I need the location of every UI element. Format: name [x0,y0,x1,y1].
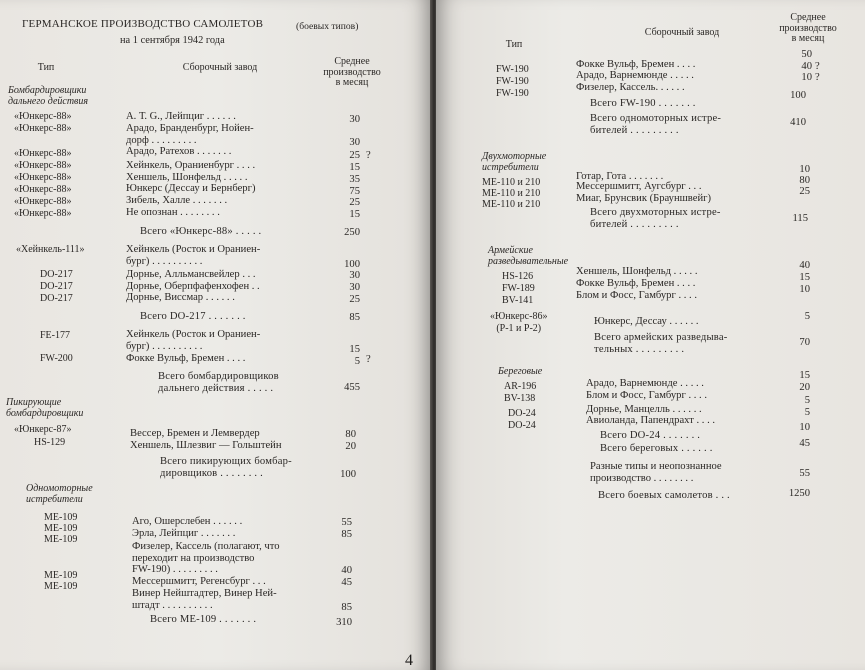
plant-cell: Хеншель, Шонфельд . . . . . [576,266,698,277]
type-cell: BV-138 [504,393,536,404]
value-cell: 45 [341,577,352,588]
plant-cell: Хейнкель, Ораниенбург . . . . [126,160,256,171]
value-cell: 30 [349,270,360,281]
misc-label: Разные типы и неопознанное производство . . . . . . . . [590,461,722,484]
plant-cell: Не опознан . . . . . . . . [126,207,220,218]
plant-cell: Аго, Ошерслебен . . . . . . [132,516,243,527]
value-cell: 40 [341,565,352,576]
type-cell: «Юнкерс-88» [14,196,72,207]
uncertain-mark: ? [366,150,371,161]
value-cell: 55 [341,517,352,528]
plant-cell: Авиоланда, Папендрахт . . . . [586,415,716,426]
value-cell: 25 [349,150,360,161]
plant-cell: Блом и Фосс, Гамбург . . . . [576,290,698,301]
value-cell: 40 [801,61,812,72]
value-cell: 5 [354,356,360,367]
plant-cell: Юнкерс, Дессау . . . . . . [594,316,699,327]
plant-cell: А. Т. G., Лейпциг . . . . . . [126,111,236,122]
uncertain-mark: ? [366,354,371,365]
plant-cell: Готар, Гота . . . . . . . [576,171,664,182]
type-cell: DO-217 [40,281,73,292]
plant-cell: Хейнкель (Росток и Ораниен- бург) . . . . . . . . . . [126,244,261,267]
total-label: Всего двухмоторных истре- бителей . . . . . . . . . [590,207,721,230]
type-cell: FW-200 [40,353,73,364]
value-cell: 30 [349,137,360,148]
type-cell: DO-24 [508,420,536,431]
total-value: 310 [336,617,352,628]
plant-cell: Арадо, Ратехов . . . . . . . [126,146,232,157]
grand-total-value: 1250 [788,488,810,499]
value-cell: 15 [349,209,360,220]
type-cell: FW-189 [502,283,535,294]
plant-cell: Хеншель, Шонфельд . . . . . [126,172,248,183]
total-label: Всего армейских разведыва- тельных . . . . . . . . . [594,332,728,355]
total-label: Всего FW-190 . . . . . . . [590,98,696,109]
value-cell: 30 [349,282,360,293]
type-cell: FW-190 [496,64,529,75]
value-cell: 5 [804,395,810,406]
header-plant: Сборочный завод [182,62,258,73]
total-label: Всего DO-24 . . . . . . . [600,430,701,441]
plant-cell: Дорнье, Виссмар . . . . . . [126,292,235,303]
type-cell: «Юнкерс-88» [14,208,72,219]
value-cell: 10 [799,284,810,295]
type-cell: «Юнкерс-88» [14,148,72,159]
table-subtitle: на 1 сентября 1942 года [120,35,225,46]
value-cell: 25 [349,197,360,208]
total-value: 100 [790,90,806,101]
value-cell: 15 [349,162,360,173]
value-cell: 5 [804,311,810,322]
type-cell: ME-109 [44,534,78,545]
total-value: 410 [790,117,806,128]
plant-cell: Арадо, Варнемюнде . . . . . [586,378,704,389]
type-cell: «Юнкерс-88» [14,111,72,122]
section-army-recon: Армейские разведывательные [488,245,569,267]
uncertain-mark: ? [815,61,820,72]
section-single-fighters: Одномоторные истребители [26,483,93,505]
value-cell: 10 [799,422,810,433]
type-cell: «Юнкерс-88» [14,172,72,183]
total-label: Всего ME-109 . . . . . . . [150,614,257,625]
total-label: Всего бомбардировщиков дальнего действия . . . . . [158,371,279,394]
plant-cell: Хейнкель (Росток и Ораниен- бург) . . . . . . . . . . [126,329,261,352]
total-value: 70 [799,337,810,348]
value-cell: 15 [799,272,810,283]
header-type: Тип [37,62,55,73]
value-cell: 10 [801,72,812,83]
plant-cell: Дорнье, Оберпфафенхофен . . [126,281,260,292]
plant-cell: Зибель, Халле . . . . . . . [126,195,228,206]
total-value: 455 [344,382,360,393]
total-value: 85 [349,312,360,323]
table-title: ГЕРМАНСКОЕ ПРОИЗВОДСТВО САМОЛЕТОВ [22,18,264,30]
plant-cell: Дорнье, Манцелль . . . . . . [586,404,702,415]
type-cell: «Юнкерс-88» [14,160,72,171]
type-cell: BV-141 [502,295,534,306]
total-label: Всего пикирующих бомбар- дировщиков . . . . . . . . [160,456,292,479]
plant-cell: Мессершмитт, Регенсбург . . . [132,576,266,587]
type-cell: FW-190 [496,76,529,87]
plant-cell: Арадо, Варнемюнде . . . . . [576,70,694,81]
plant-cell: Физелер, Кассель (полагают, что переходит на производство FW-190) . . . . . . . . . [132,541,280,576]
value-cell: 30 [349,114,360,125]
header-type: Тип [505,39,523,50]
value-cell: 50 [801,49,812,60]
left-page [0,0,432,670]
page-number: 4 [405,652,413,669]
plant-cell: Фокке Вульф, Бремен . . . . [126,353,246,364]
total-label: Всего одномоторных истре- бителей . . . . . . . . . [590,113,722,136]
total-label: Всего береговых . . . . . . [600,443,713,454]
total-value: 100 [340,469,356,480]
type-cell: DO-217 [40,269,73,280]
type-cell: AR-196 [504,381,537,392]
value-cell: 75 [349,186,360,197]
type-cell: HS-129 [34,437,66,448]
value-cell: 80 [345,429,356,440]
value-cell: 20 [799,382,810,393]
value-cell: 15 [799,370,810,381]
value-cell: 10 [799,164,810,175]
plant-cell: Фокке Вульф, Бремен . . . . [576,278,696,289]
type-cell: ME-110 и 210 [482,199,541,210]
value-cell: 80 [799,175,810,186]
type-cell: ME-109 [44,581,78,592]
total-value: 45 [799,438,810,449]
type-cell: HS-126 [502,271,534,282]
value-cell: 40 [799,260,810,271]
misc-value: 55 [799,468,810,479]
section-coastal: Береговые [498,366,543,377]
plant-cell: Миаг, Брунсвик (Брауншвейг) [576,193,711,204]
header-output: Среднее производство в месяц [323,56,381,88]
type-cell: DO-24 [508,408,536,419]
value-cell: 15 [349,344,360,355]
total-label: Всего «Юнкерс-88» . . . . . [140,226,262,237]
plant-cell: Физелер, Кассель. . . . . . [576,82,685,93]
type-cell: DO-217 [40,293,73,304]
type-cell: ME-110 и 210 [482,177,541,188]
plant-cell: Фокке Вульф, Бремен . . . . [576,59,696,70]
value-cell: 25 [349,294,360,305]
type-cell: ME-110 и 210 [482,188,541,199]
plant-cell: Вессер, Бремен и Лемвердер [130,428,260,439]
plant-cell: Дорнье, Алльмансвейлер . . . [126,269,256,280]
type-cell: ME-109 [44,512,78,523]
section-bombers-long: Бомбардировщики дальнего действия [8,85,89,107]
value-cell: 85 [341,602,352,613]
plant-cell: Эрла, Лейпциг . . . . . . . [132,528,236,539]
type-cell: «Юнкерс-86» (Р-1 и Р-2) [490,311,548,334]
value-cell: 20 [345,441,356,452]
plant-cell: Блом и Фосс, Гамбург . . . . [586,390,708,401]
value-cell: 5 [804,407,810,418]
header-plant: Сборочный завод [644,27,720,38]
right-page [436,0,865,670]
section-twin-fighters: Двухмоторные истребители [482,151,547,173]
type-cell: FE-177 [40,330,70,341]
plant-cell: Арадо, Бранденбург, Нойен- дорф . . . . . . . . . [126,123,254,146]
total-value: 115 [792,213,808,224]
grand-total-label: Всего боевых самолетов . . . [598,490,730,501]
plant-cell: Винер Нейштадтер, Винер Ней- штадт . . . . . . . . . . [132,588,277,611]
title-note: (боевых типов) [296,21,359,32]
plant-cell: Мессершмитт, Аугсбург . . . [576,181,702,192]
plant-cell: Хеншель, Шлезвиг — Гольштейн [130,440,282,451]
type-cell: ME-109 [44,523,78,534]
value-cell: 25 [799,186,810,197]
section-dive-bombers: Пикирующие бомбардировщики [6,397,84,419]
value-cell: 100 [344,259,360,270]
total-value: 250 [344,227,360,238]
plant-cell: Юнкерс (Дессау и Бернберг) [126,183,256,194]
type-cell: FW-190 [496,88,529,99]
value-cell: 35 [349,174,360,185]
type-cell: «Юнкерс-88» [14,123,72,134]
type-cell: «Хейнкель-111» [16,244,85,255]
type-cell: ME-109 [44,570,78,581]
type-cell: «Юнкерс-88» [14,184,72,195]
total-label: Всего DO-217 . . . . . . . [140,311,246,322]
value-cell: 85 [341,529,352,540]
header-output: Среднее производство в месяц [779,12,837,44]
uncertain-mark: ? [815,72,820,83]
type-cell: «Юнкерс-87» [14,424,72,435]
